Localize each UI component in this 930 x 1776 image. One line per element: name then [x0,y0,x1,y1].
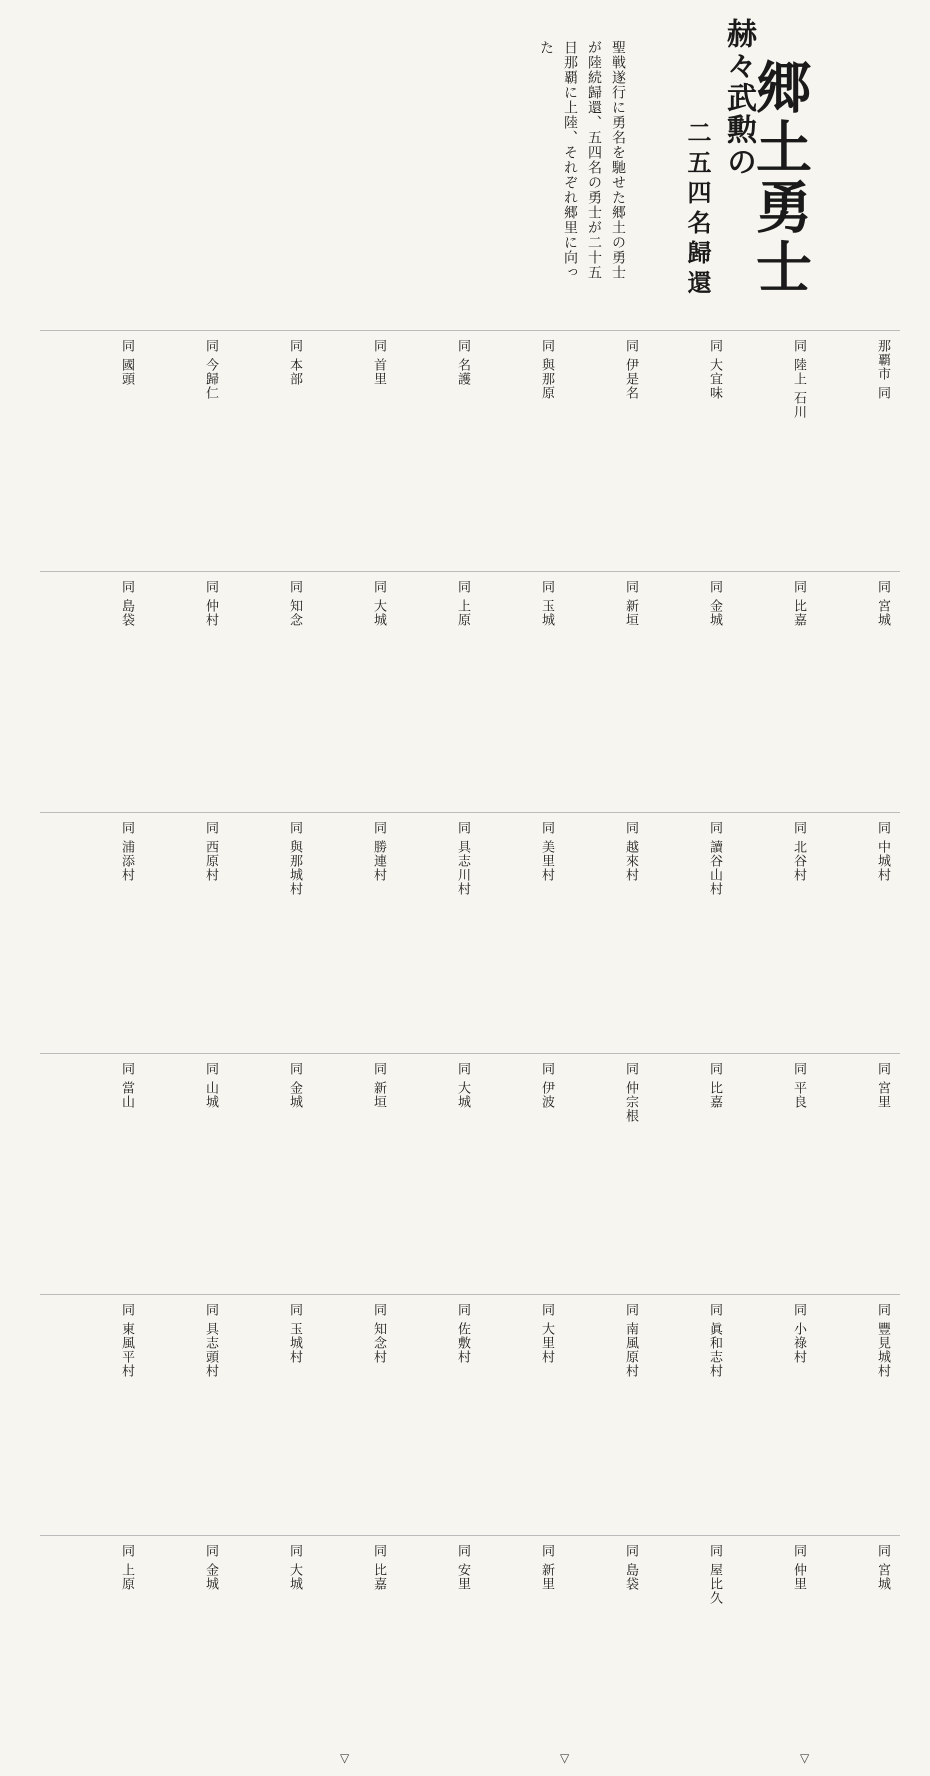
name-entry: 同 伊是名 [623,339,638,401]
footer-mark: ▽ [800,1751,810,1765]
name-entry: 同 與那原 [539,339,554,401]
name-entry: 同 仲村 [203,580,218,628]
name-entry: 同 金城 [203,1544,218,1592]
footer-mark: ▽ [340,1751,350,1765]
name-entry: 同 北谷村 [791,821,806,883]
name-entry: 同 金城 [287,1062,302,1110]
name-entry: 同 宮城 [875,580,890,628]
headline-small: 赫々武勲の [721,18,756,178]
name-entry: 同 浦添村 [119,821,134,883]
name-entry: 同 西原村 [203,821,218,883]
name-entry: 同 屋比久 [707,1544,722,1606]
footer-marks [0,1745,930,1765]
name-entry: 同 宮里 [875,1062,890,1110]
name-entry: 同 仲宗根 [623,1062,638,1124]
name-entry: 同 小祿村 [791,1303,806,1365]
name-entry: 同 宮城 [875,1544,890,1592]
subheadline: 二五四名歸還 [683,120,712,300]
name-entry: 同 大里村 [539,1303,554,1365]
name-entry: 同 豐見城村 [875,1303,890,1379]
name-entry: 同 首里 [371,339,386,387]
name-entry: 同 大城 [371,580,386,628]
name-entry: 同 本部 [287,339,302,387]
name-entry: 同 知念村 [371,1303,386,1365]
name-entry: 同 上原 [455,580,470,628]
name-entry: 同 伊波 [539,1062,554,1110]
headline-block [700,18,820,318]
name-entry: 同 美里村 [539,821,554,883]
name-entry: 同 越來村 [623,821,638,883]
name-row [40,571,900,812]
name-entry: 同 東風平村 [119,1303,134,1379]
name-entry: 同 具志川村 [455,821,470,897]
name-entry: 同 南風原村 [623,1303,638,1379]
name-entry: 同 新垣 [623,580,638,628]
name-row [40,1053,900,1294]
name-entry: 同 與那城村 [287,821,302,897]
name-entry: 同 具志頭村 [203,1303,218,1379]
name-row [40,1294,900,1535]
name-entry: 同 平良 [791,1062,806,1110]
name-entry: 同 大城 [455,1062,470,1110]
name-entry: 同 玉城村 [287,1303,302,1365]
name-entry: 同 國頭 [119,339,134,387]
name-entry: 同 眞和志村 [707,1303,722,1379]
name-entry: 同 山城 [203,1062,218,1110]
name-entry: 同 比嘉 [791,580,806,628]
name-entry: 同 比嘉 [707,1062,722,1110]
headline-big: 郷土勇士 [747,58,813,298]
intro-paragraph: 聖戦遂行に勇名を馳せた郷土の勇士が陸続歸還、五四名の勇士が二十五日那覇に上陸、それぞれ郷里に向った [538,40,626,280]
name-entry: 同 上原 [119,1544,134,1592]
name-entry: 同 中城村 [875,821,890,883]
name-entry: 同 當山 [119,1062,134,1110]
name-entry: 同 比嘉 [371,1544,386,1592]
name-entry: 同 陸上 石川 [791,339,806,420]
name-row [40,1535,900,1776]
name-row [40,812,900,1053]
footer-mark: ▽ [560,1751,570,1765]
name-entry: 同 新里 [539,1544,554,1592]
name-entry: 同 大宜味 [707,339,722,401]
name-list [40,330,900,1776]
name-entry: 同 金城 [707,580,722,628]
name-entry: 同 佐敷村 [455,1303,470,1365]
name-row [40,330,900,571]
name-entry: 同 新垣 [371,1062,386,1110]
name-entry: 同 島袋 [623,1544,638,1592]
name-entry: 同 讀谷山村 [707,821,722,897]
name-entry: 同 大城 [287,1544,302,1592]
name-entry: 同 島袋 [119,580,134,628]
name-entry: 同 名護 [455,339,470,387]
name-entry: 同 安里 [455,1544,470,1592]
name-entry: 同 玉城 [539,580,554,628]
name-entry: 同 仲里 [791,1544,806,1592]
name-entry: 同 今歸仁 [203,339,218,401]
name-entry: 那覇市 同 [875,339,890,401]
name-entry: 同 勝連村 [371,821,386,883]
name-entry: 同 知念 [287,580,302,628]
